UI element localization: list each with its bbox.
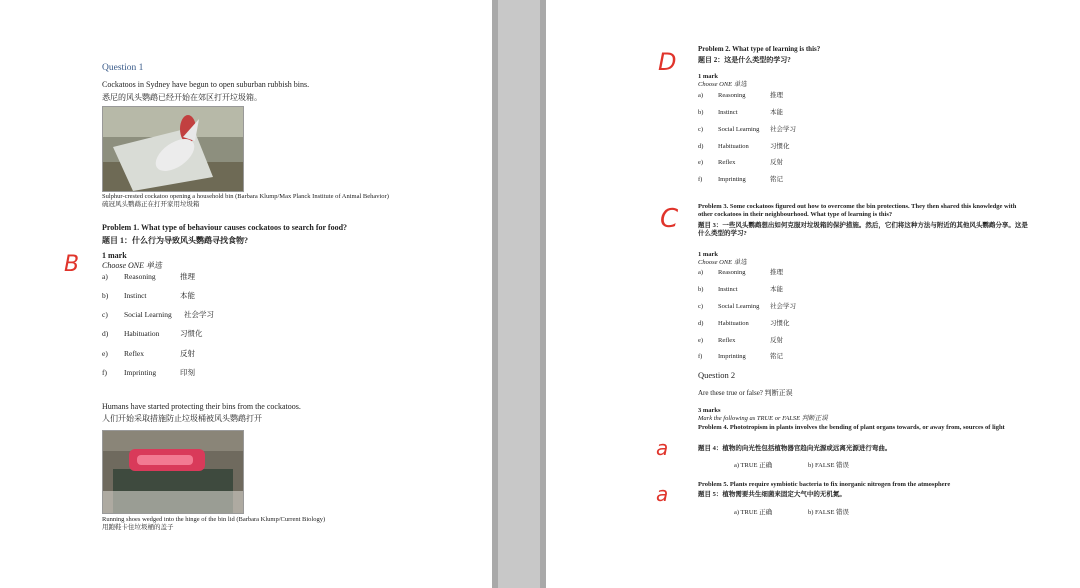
option-a-english: Reasoning — [124, 272, 156, 281]
p3-option-a-letter: a) — [698, 269, 704, 276]
problem-1-mark: 1 mark — [102, 251, 127, 260]
p2-option-c-english: Social Learning — [718, 126, 760, 133]
p2-option-b-english: Instinct — [718, 109, 738, 116]
p2-option-e-english: Reflex — [718, 159, 736, 166]
p3-option-c-chinese: 社会学习 — [770, 303, 796, 310]
photo2-caption-english: Running shoes wedged into the hinge of the bin lid (Barbara Klump/Current Biology) — [102, 516, 326, 523]
option-e-chinese: 反射 — [180, 349, 195, 358]
option-f-chinese: 印刻 — [180, 368, 195, 377]
p2-option-c-chinese: 社会学习 — [770, 126, 796, 133]
option-c-chinese: 社会学习 — [184, 310, 214, 319]
p2-option-c-letter: c) — [698, 126, 704, 133]
problem-4-false-option: b) FALSE 错误 — [808, 462, 850, 469]
problem-5-false-option: b) FALSE 错误 — [808, 509, 850, 516]
option-b-chinese: 本能 — [180, 291, 195, 300]
handwritten-answer-a-problem5: a — [656, 482, 669, 506]
three-marks: 3 marks — [698, 407, 721, 414]
left-document-page[interactable] — [0, 0, 492, 588]
option-c-english: Social Learning — [124, 310, 172, 319]
mark-true-false-instruction: Mark the following as TRUE or FALSE 判断正误 — [698, 415, 828, 422]
p3-option-f-chinese: 铭记 — [770, 353, 783, 360]
question-1-heading: Question 1 — [102, 63, 144, 73]
option-b-letter: b) — [102, 291, 109, 300]
p2-option-d-chinese: 习惯化 — [770, 143, 790, 150]
problem-5-chinese: 题目 5：植物需要共生细菌来固定大气中的无机氮。 — [698, 491, 846, 498]
problem-3-chinese: 题目 3：一些风头鹦鹉想出如何克服对垃圾箱的保护措施。然后，它们将这种方法与附近的其他风头鹦鹉分享。这是什么类型的学习? — [698, 222, 1028, 237]
p3-option-a-english: Reasoning — [718, 269, 746, 276]
p3-option-a-chinese: 推理 — [770, 269, 783, 276]
option-b-english: Instinct — [124, 291, 147, 300]
problem-2-chinese: 题目 2：这是什么类型的学习? — [698, 56, 791, 64]
problem-3-english: Problem 3. Some cockatoos figured out how to overcome the bin protections. They then shared this knowledge with other cockatoos in their neighbourhood. What type of learning is this? — [698, 203, 1017, 218]
cockatoo-bin-photo — [102, 106, 244, 192]
option-a-chinese: 推理 — [180, 272, 195, 281]
p3-option-e-english: Reflex — [718, 337, 736, 344]
p3-option-d-english: Habituation — [718, 320, 749, 327]
p2-option-e-chinese: 反射 — [770, 159, 783, 166]
option-d-english: Habituation — [124, 329, 160, 338]
bin-shoe-photo — [102, 430, 244, 514]
option-d-letter: d) — [102, 329, 109, 338]
problem-2-english: Problem 2. What type of learning is this? — [698, 45, 821, 53]
p2-option-f-letter: f) — [698, 176, 703, 183]
handwritten-answer-d: D — [658, 48, 677, 76]
problem-4-english: Problem 4. Phototropism in plants involves the bending of plant organs towards, or away from, sources of light — [698, 424, 1005, 431]
p2-option-e-letter: e) — [698, 159, 704, 166]
p3-option-e-chinese: 反射 — [770, 337, 783, 344]
left-page-shadow — [492, 0, 498, 588]
question-2-heading: Question 2 — [698, 370, 736, 380]
window-gap — [498, 0, 540, 588]
p3-option-e-letter: e) — [698, 337, 704, 344]
option-c-letter: c) — [102, 310, 108, 319]
p2-option-f-english: Imprinting — [718, 176, 746, 183]
option-f-english: Imprinting — [124, 368, 157, 377]
p2-option-b-chinese: 本能 — [770, 109, 783, 116]
p2-option-d-letter: d) — [698, 143, 704, 150]
p3-option-f-letter: f) — [698, 353, 703, 360]
photo2-caption-chinese: 用跑鞋卡住垃圾桶的盖子 — [102, 524, 174, 531]
p2-option-d-english: Habituation — [718, 143, 749, 150]
photo1-caption-chinese: 硫冠风头鹦鹉正在打开家用垃圾箱 — [102, 201, 200, 208]
p3-option-d-letter: d) — [698, 320, 704, 327]
humans-protect-chinese: 人们开始采取措施防止垃圾桶被风头鹦鹉打开 — [102, 414, 262, 423]
option-f-letter: f) — [102, 368, 107, 377]
problem-2-mark: 1 mark — [698, 73, 719, 80]
option-e-letter: e) — [102, 349, 108, 358]
handwritten-answer-b: B — [64, 252, 80, 277]
p3-option-b-chinese: 本能 — [770, 286, 783, 293]
intro-english: Cockatoos in Sydney have begun to open suburban rubbish bins. — [102, 80, 310, 89]
problem-3-mark: 1 mark — [698, 251, 719, 258]
p3-option-c-letter: c) — [698, 303, 704, 310]
p2-option-b-letter: b) — [698, 109, 704, 116]
option-e-english: Reflex — [124, 349, 144, 358]
option-d-chinese: 习惯化 — [180, 329, 203, 338]
problem-1-english: Problem 1. What type of behaviour causes cockatoos to search for food? — [102, 223, 348, 232]
p3-option-d-chinese: 习惯化 — [770, 320, 790, 327]
p3-option-c-english: Social Learning — [718, 303, 760, 310]
problem-1-chinese: 题目 1：什么行为导致风头鹦鹉寻找食物? — [102, 236, 248, 245]
problem-4-true-option: a) TRUE 正确 — [734, 462, 773, 469]
intro-chinese: 悉尼的风头鹦鹉已经开始在郊区打开垃圾箱。 — [102, 93, 262, 102]
handwritten-answer-c: C — [660, 204, 679, 234]
p3-option-f-english: Imprinting — [718, 353, 746, 360]
p2-option-f-chinese: 铭记 — [770, 176, 783, 183]
problem-5-true-option: a) TRUE 正确 — [734, 509, 773, 516]
problem-2-choose: Choose ONE 单选 — [698, 81, 747, 88]
humans-protect-english: Humans have started protecting their bins from the cockatoos. — [102, 402, 301, 411]
p2-option-a-chinese: 推理 — [770, 92, 783, 99]
problem-5-english: Problem 5. Plants require symbiotic bacteria to fix inorganic nitrogen from the atmosphere — [698, 481, 951, 488]
photo1-caption-english: Sulphur-crested cockatoo opening a household bin (Barbara Klump/Max Planck Institute of Animal Behavior) — [102, 193, 389, 200]
p3-option-b-letter: b) — [698, 286, 704, 293]
option-a-letter: a) — [102, 272, 108, 281]
problem-4-chinese: 题目 4：植物的向光性包括植物器官趋向光源或远离光源进行弯曲。 — [698, 445, 892, 452]
right-document-page[interactable] — [546, 0, 1080, 588]
handwritten-answer-a-problem4: a — [656, 436, 669, 460]
question-2-intro: Are these true or false? 判断正误 — [698, 389, 793, 397]
p2-option-a-letter: a) — [698, 92, 704, 99]
p3-option-b-english: Instinct — [718, 286, 738, 293]
problem-1-choose: Choose ONE 单选 — [102, 261, 162, 270]
problem-3-choose: Choose ONE 单选 — [698, 259, 747, 266]
p2-option-a-english: Reasoning — [718, 92, 746, 99]
